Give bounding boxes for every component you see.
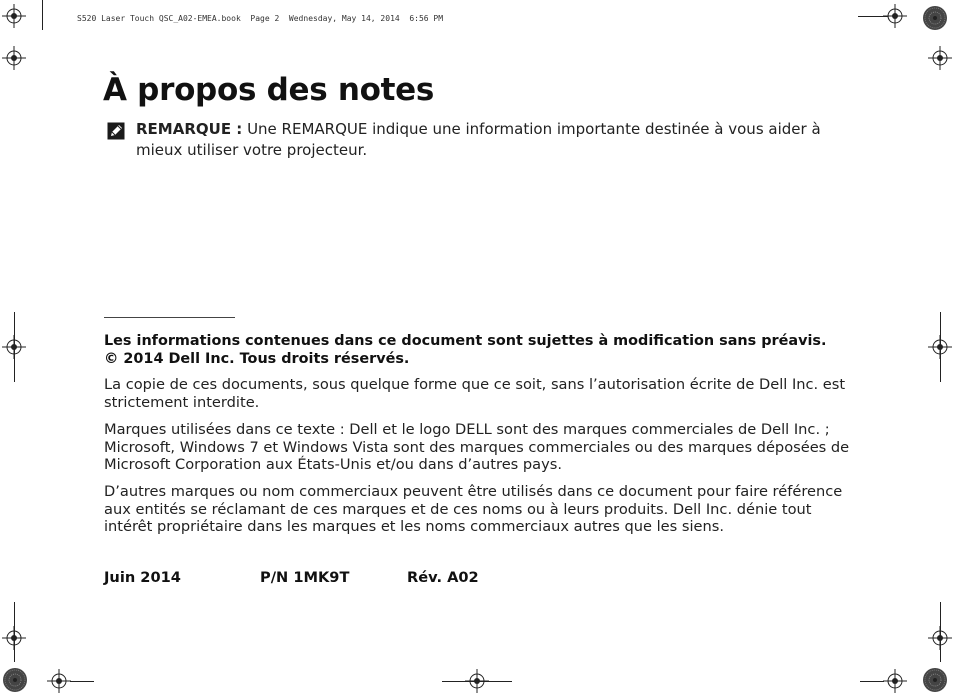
registration-crosshair-icon (883, 669, 907, 693)
note-label: REMARQUE : (136, 120, 243, 138)
legal-paragraph: La copie de ces documents, sous quelque forme que ce soit, sans l’autorisation écrite de Dell Inc. est strictement interdite. (104, 376, 846, 411)
print-header-line: S520 Laser Touch QSC_A02-EMEA.book Page 2 Wednesday, May 14, 2014 6:56 PM (77, 14, 444, 23)
legal-paragraph: D’autres marques ou nom commerciaux peuvent être utilisés dans ce document pour faire référence aux entités se réclamant de ces marques et de ces noms ou à leurs produits. Dell Inc. dénie tout intérêt propriétaire dans les marques et les noms commerciaux autres que les siens. (104, 483, 843, 536)
footer-revision: Rév. A02 (407, 569, 479, 586)
note-body: Une REMARQUE indique une information importante destinée à vous aider à mieux utiliser votre projecteur. (136, 120, 821, 159)
footer-date: Juin 2014 (104, 569, 181, 586)
separator-line (104, 317, 235, 318)
note-text (136, 119, 866, 161)
registration-crosshair-icon (928, 46, 952, 70)
crop-line (14, 602, 15, 662)
registration-starburst-icon (922, 5, 948, 31)
crop-line (442, 681, 512, 682)
crop-line (14, 312, 15, 382)
crop-line (940, 312, 941, 382)
crop-line (42, 0, 43, 30)
page-title: À propos des notes (103, 72, 435, 108)
registration-crosshair-icon (47, 669, 71, 693)
copyright-line: © 2014 Dell Inc. Tous droits réservés. (104, 351, 410, 367)
notice-line-1: Les informations contenues dans ce document sont sujettes à modification sans préavis. (104, 333, 827, 349)
registration-crosshair-icon (2, 4, 26, 28)
crop-line (858, 16, 888, 17)
footer-part-number: P/N 1MK9T (260, 569, 350, 586)
registration-starburst-icon (2, 667, 28, 693)
legal-notice (104, 332, 864, 368)
pencil-note-icon (107, 122, 125, 140)
registration-crosshair-icon (2, 46, 26, 70)
registration-starburst-icon (922, 667, 948, 693)
crop-line (70, 681, 94, 682)
crop-line (940, 602, 941, 662)
legal-paragraph: Marques utilisées dans ce texte : Dell et le logo DELL sont des marques commerciales de Dell Inc. ; Microsoft, Windows 7 et Windows Vista sont des marques commerciales ou des marques déposées de Microsoft Corporation aux États-Unis et/ou dans d’autres pays. (104, 421, 850, 474)
crop-line (860, 681, 884, 682)
